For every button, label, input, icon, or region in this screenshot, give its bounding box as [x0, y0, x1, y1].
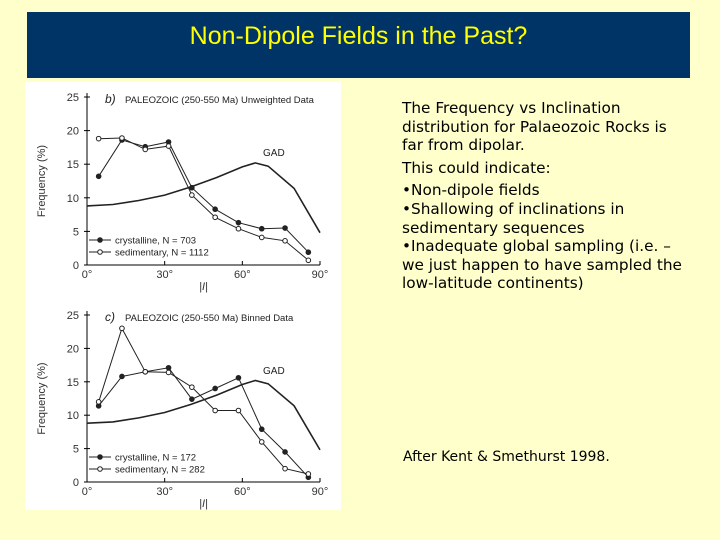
- panel-1-legend-marker: [98, 238, 103, 243]
- panel-2-y-tick-label: 0: [72, 477, 79, 489]
- panel-1-legend-label: crystalline, N = 703: [115, 235, 197, 247]
- panel-2-data-point: [120, 374, 125, 379]
- bullet-sampling: •Inadequate global sampling (i.e. – we just happen to have sampled the low-latitude continents): [402, 237, 682, 293]
- panel-1-y-tick-label: 0: [72, 260, 79, 272]
- panel-2-data-point: [96, 400, 101, 405]
- credit-text: After Kent & Smethurst 1998.: [403, 449, 610, 465]
- panel-2-data-point: [306, 472, 311, 477]
- panel-1-chart-title: PALEOZOIC (250-550 Ma) Unweighted Data: [125, 95, 314, 106]
- panel-1-y-axis-label: Frequency (%): [36, 144, 48, 218]
- panel-2-data-point: [166, 365, 171, 370]
- panel-1-data-point: [259, 235, 264, 240]
- figure-panel: [25, 82, 341, 510]
- panel-2-y-tick-label: 25: [66, 310, 79, 322]
- panel-2-data-point: [236, 375, 241, 380]
- panel-1-panel-label: b): [105, 92, 116, 106]
- panel-1-data-point: [213, 207, 218, 212]
- panel-2-data-point: [213, 408, 218, 413]
- panel-1-data-point: [190, 193, 195, 198]
- panel-1-legend-label: sedimentary, N = 1112: [115, 247, 209, 259]
- panel-2-data-point: [283, 466, 288, 471]
- bullet-non-dipole: •Non-dipole fields: [402, 181, 540, 200]
- title-bar: [27, 12, 690, 78]
- panel-1-data-point: [306, 258, 311, 263]
- panel-1-y-tick-label: 25: [66, 92, 79, 104]
- panel-2-data-point: [236, 408, 241, 413]
- panel-2-data-point: [143, 369, 148, 374]
- panel-2-y-axis-label: Frequency (%): [36, 362, 48, 435]
- panel-2-legend-marker: [98, 467, 103, 472]
- panel-1-data-point: [236, 226, 241, 231]
- panel-2-x-tick-label: 30°: [156, 486, 173, 498]
- panel-2-legend-label: sedimentary, N = 282: [115, 464, 205, 476]
- panel-2-data-point: [190, 397, 195, 402]
- panel-1-data-point: [236, 220, 241, 225]
- panel-1-data-point: [259, 226, 264, 231]
- panel-1-data-point: [166, 144, 171, 149]
- panel-2-legend-marker: [98, 455, 103, 460]
- panel-2-x-axis-label: |I|: [199, 498, 208, 510]
- panel-1-data-point: [283, 226, 288, 231]
- bullet-shallowing: •Shallowing of inclinations in sedimentary sequences: [402, 199, 625, 237]
- panel-1-legend-marker: [98, 250, 103, 255]
- panel-2-data-point: [213, 386, 218, 391]
- panel-1-data-point: [213, 215, 218, 220]
- panel-1-x-tick-label: 60°: [234, 269, 251, 281]
- panel-1-data-point: [143, 147, 148, 152]
- panel-2-x-tick-label: 0°: [81, 486, 93, 498]
- panel-1-data-point: [306, 250, 311, 255]
- panel-1-data-point: [283, 239, 288, 244]
- panel-2-legend-label: crystalline, N = 172: [115, 452, 197, 464]
- paragraph-intro: This could indicate:: [402, 158, 551, 177]
- panel-2-panel-label: c): [105, 310, 115, 324]
- panel-1-data-point: [96, 136, 101, 141]
- panel-1-y-tick-label: 15: [66, 159, 79, 172]
- panel-2-data-point: [190, 385, 195, 390]
- slide-title: Non-Dipole Fields in the Past?: [189, 22, 528, 50]
- panel-1-data-point: [120, 136, 125, 141]
- panel-1-y-tick-label: 20: [66, 125, 79, 138]
- panel-2-data-point: [259, 427, 264, 432]
- panel-2-chart-title: PALEOZOIC (250-550 Ma) Binned Data: [125, 313, 294, 324]
- panel-2-y-tick-label: 20: [66, 343, 79, 356]
- panel-2-data-point: [283, 450, 288, 455]
- panel-1-y-tick-label: 10: [66, 192, 79, 205]
- panel-1-x-tick-label: 0°: [81, 269, 93, 281]
- panel-1-gad-annotation: GAD: [263, 148, 285, 160]
- paragraph-description: The Frequency vs Inclination distribution for Palaeozoic Rocks is far from dipolar.: [402, 99, 667, 155]
- panel-2-x-tick-label: 60°: [234, 486, 251, 498]
- panel-1-x-tick-label: 90°: [311, 269, 329, 281]
- panel-2-series-line-3: [87, 381, 320, 450]
- chart-figure: [25, 82, 341, 510]
- panel-1-x-axis-label: |I|: [199, 281, 208, 293]
- panel-1-x-tick-label: 30°: [156, 269, 173, 281]
- panel-2-data-point: [259, 440, 264, 445]
- panel-2-data-point: [120, 326, 125, 331]
- panel-2-y-tick-label: 5: [72, 443, 79, 456]
- panel-2-data-point: [166, 370, 171, 375]
- panel-2-y-tick-label: 15: [66, 376, 79, 389]
- panel-2-y-tick-label: 10: [66, 410, 79, 423]
- panel-1-data-point: [96, 174, 101, 179]
- panel-2-gad-annotation: GAD: [263, 365, 285, 377]
- panel-2-x-tick-label: 90°: [311, 486, 329, 498]
- panel-1-y-tick-label: 5: [72, 226, 79, 239]
- text-block: [402, 99, 687, 293]
